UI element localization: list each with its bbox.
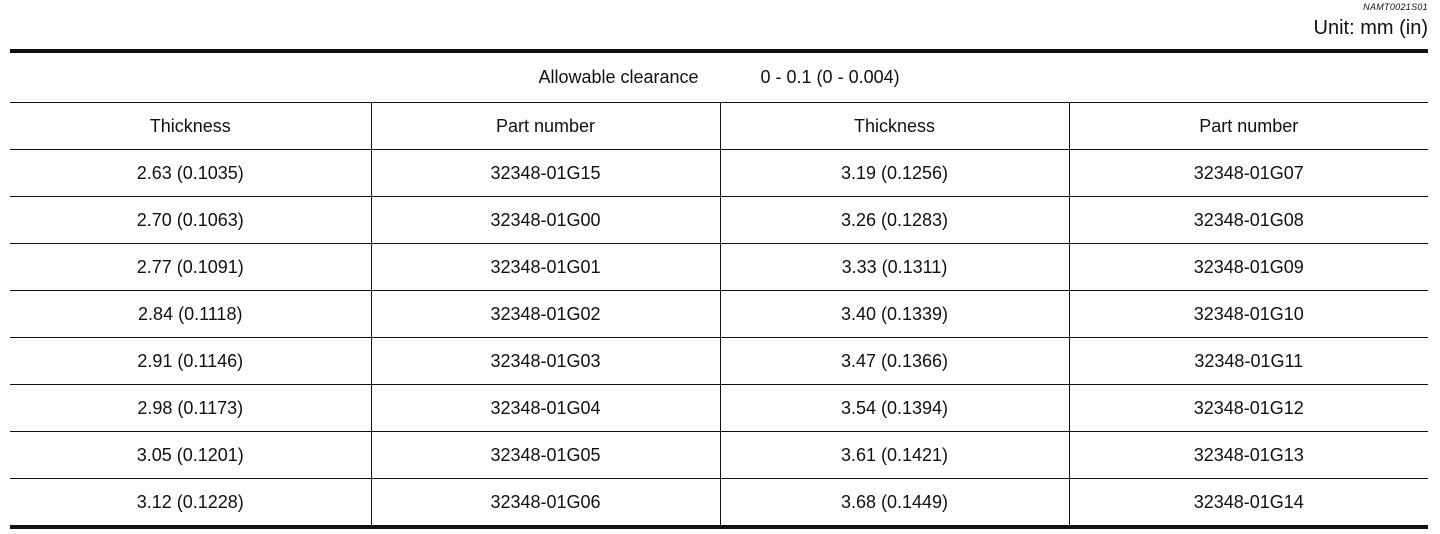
part-number-cell: 32348-01G10 (1069, 291, 1428, 338)
thickness-cell: 3.26 (0.1283) (720, 197, 1069, 244)
thickness-cell: 3.19 (0.1256) (720, 150, 1069, 197)
part-number-cell: 32348-01G05 (371, 432, 720, 479)
table-row (10, 291, 1428, 338)
part-number-cell: 32348-01G09 (1069, 244, 1428, 291)
thickness-cell: 3.33 (0.1311) (720, 244, 1069, 291)
part-number-cell: 32348-01G07 (1069, 150, 1428, 197)
table-row (10, 385, 1428, 432)
part-number-cell: 32348-01G13 (1069, 432, 1428, 479)
part-number-cell: 32348-01G14 (1069, 479, 1428, 528)
shim-spec-table (10, 49, 1428, 529)
thickness-cell: 2.77 (0.1091) (10, 244, 371, 291)
thickness-cell: 3.05 (0.1201) (10, 432, 371, 479)
table-row (10, 432, 1428, 479)
clearance-value: 0 - 0.1 (0 - 0.004) (760, 67, 900, 87)
column-header-part-number: Part number (371, 103, 720, 150)
thickness-cell: 2.63 (0.1035) (10, 150, 371, 197)
table-row (10, 244, 1428, 291)
part-number-cell: 32348-01G11 (1069, 338, 1428, 385)
thickness-cell: 3.68 (0.1449) (720, 479, 1069, 528)
part-number-cell: 32348-01G00 (371, 197, 720, 244)
column-header-row (10, 103, 1428, 150)
thickness-cell: 2.91 (0.1146) (10, 338, 371, 385)
part-number-cell: 32348-01G04 (371, 385, 720, 432)
thickness-cell: 3.40 (0.1339) (720, 291, 1069, 338)
table-row (10, 338, 1428, 385)
thickness-cell: 2.98 (0.1173) (10, 385, 371, 432)
table-row (10, 197, 1428, 244)
thickness-cell: 3.12 (0.1228) (136, 491, 244, 512)
part-number-cell: 32348-01G03 (371, 338, 720, 385)
reference-code: NAMT0021S01 (1363, 2, 1428, 12)
column-header-part-number: Part number (1069, 103, 1428, 150)
part-number-cell: 32348-01G02 (371, 291, 720, 338)
table-row (10, 479, 1428, 528)
thickness-cell: 3.47 (0.1366) (720, 338, 1069, 385)
clearance-cell (10, 51, 1428, 103)
table-row (10, 150, 1428, 197)
unit-label: Unit: mm (in) (1313, 17, 1428, 39)
clearance-row (10, 51, 1428, 103)
column-header-thickness: Thickness (10, 103, 371, 150)
thickness-cell: 2.70 (0.1063) (10, 197, 371, 244)
thickness-cell: 3.61 (0.1421) (720, 432, 1069, 479)
part-number-cell: 32348-01G06 (371, 479, 720, 528)
thickness-cell: 2.84 (0.1118) (10, 291, 371, 338)
column-header-thickness: Thickness (720, 103, 1069, 150)
part-number-cell: 32348-01G15 (371, 150, 720, 197)
part-number-cell: 32348-01G08 (1069, 197, 1428, 244)
clearance-label: Allowable clearance (538, 67, 699, 87)
part-number-cell: 32348-01G01 (371, 244, 720, 291)
part-number-cell: 32348-01G12 (1069, 385, 1428, 432)
thickness-cell: 3.54 (0.1394) (720, 385, 1069, 432)
